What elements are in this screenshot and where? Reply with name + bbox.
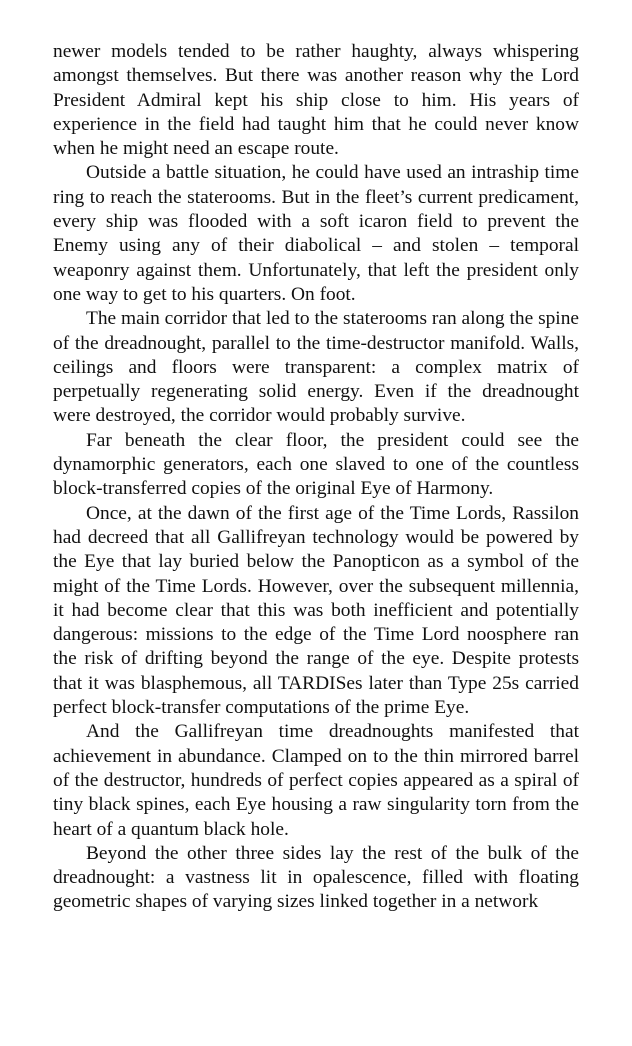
- paragraph-3: The main corridor that led to the staterooms ran along the spine of the dreadnought, parallel to the time-destructor manifold. Walls, ceilings and floors were transparent: a complex matrix of perpetually regenerating solid energy. Even if the dreadnought were destroyed, the corridor would probably survive.: [53, 308, 579, 427]
- paragraph-6: And the Gallifreyan time dreadnoughts manifested that achievement in abundance. Clamped on to the thin mirrored barrel of the destructor, hundreds of perfect copies appeared as a spiral of tiny black spines, each Eye housing a raw singularity torn from the heart of a quantum black hole.: [53, 721, 579, 840]
- paragraph-4: Far beneath the clear floor, the president could see the dynamorphic generators, each one slaved to one of the countless block-transferred copies of the original Eye of Harmony.: [53, 429, 579, 500]
- paragraph-1: newer models tended to be rather haughty, always whispering amongst themselves. But there was another reason why the Lord President Admiral kept his ship close to him. His years of experience in the field had taught him that he could never know when he might need an escape route.: [53, 41, 579, 160]
- paragraph-2: Outside a battle situation, he could have used an intraship time ring to reach the staterooms. But in the fleet’s current predicament, every ship was flooded with a soft icaron field to prevent the Enemy using any of their diabolical – and stolen – temporal weaponry against them. Unfortunately, that left the president only one way to get to his quarters. On foot.: [53, 162, 579, 305]
- paragraph-7: Beyond the other three sides lay the rest of the bulk of the dreadnought: a vastness lit in opalescence, filled with floating geometric shapes of varying sizes linked together in a network: [53, 842, 579, 913]
- paragraph-5: Once, at the dawn of the first age of the Time Lords, Rassilon had decreed that all Gallifreyan technology would be powered by the Eye that lay buried below the Panopticon as a symbol of the might of the Time Lords. However, over the subsequent millennia, it had become clear that this was both inefficient and potentially dangerous: missions to the edge of the Time Lord noosphere ran the risk of drifting beyond the range of the eye. Despite protests that it was blasphemous, all TARDISes later than Type 25s carried perfect block-transfer computations of the prime Eye.: [53, 502, 579, 719]
- book-page: [53, 40, 579, 915]
